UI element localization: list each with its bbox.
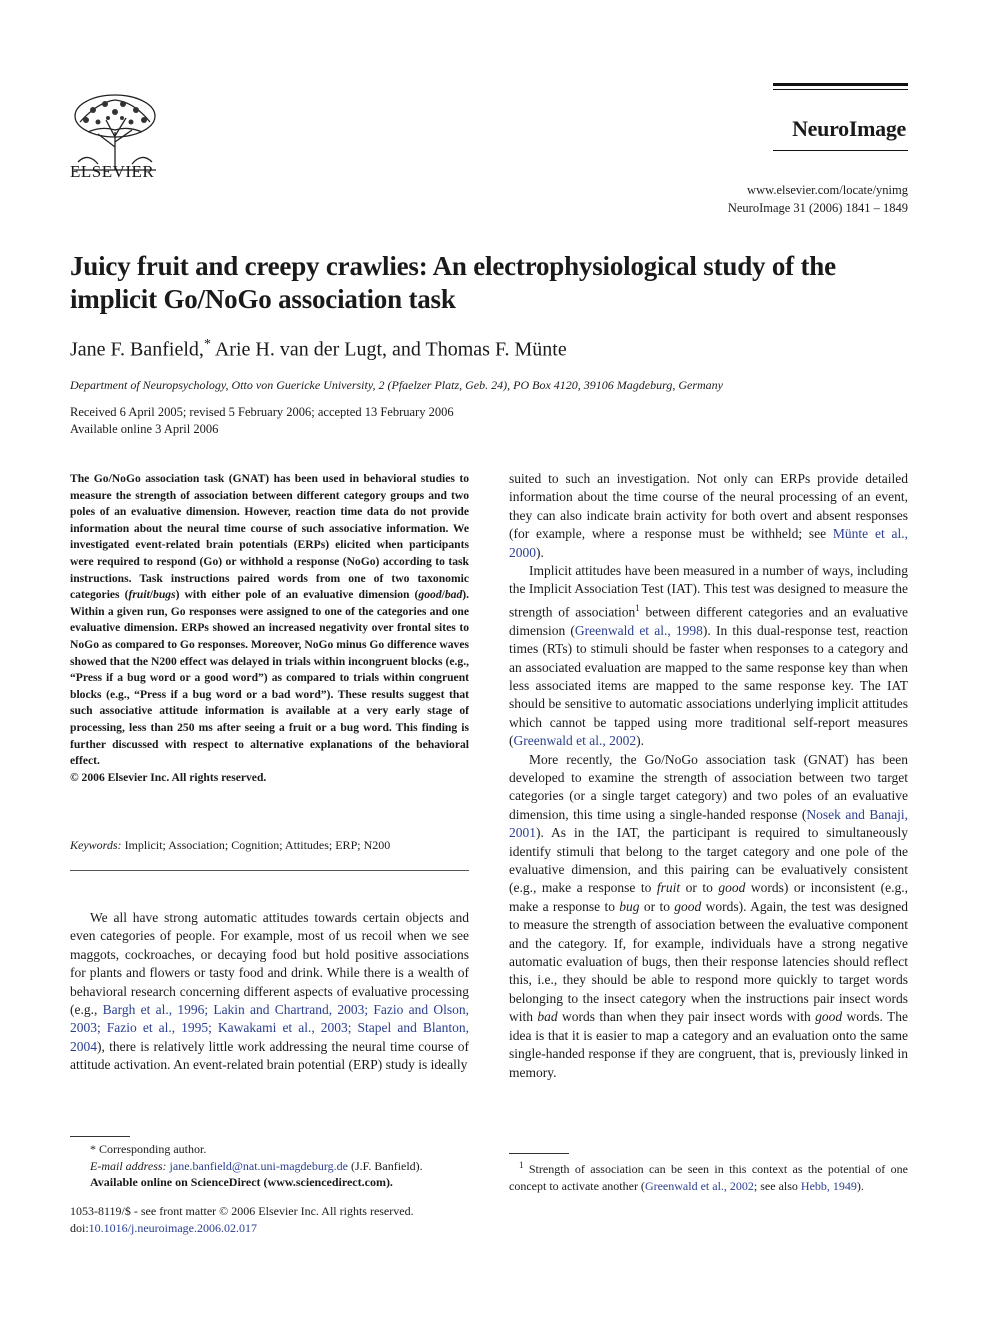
publisher-name: ELSEVIER (70, 162, 155, 181)
citation-link[interactable]: Bargh et al., 1996; Lakin and Chartrand, 2003; Fazio and Olson, 2003; Fazio et al., 1995; Kawakami et al., 2003; Stapel and Blanton, 2004 (70, 1002, 469, 1054)
paragraph: Implicit attitudes have been measured in a number of ways, including the Implicit Association Test (IAT). This test was designed to measure the strength of association$^1$ between different categories and an evaluative dimension (Greenwald et al., 1998). In this dual-response test, reaction times (RTs) to stimuli should be faster when responses to a category and an associated evaluation are mapped to the same response key than when less associated items are mapped to the same response key. The IAT should be sensitive to automatic associations underlying implicit attitudes which cannot be tapped using more traditional self-report measures (Greenwald et al., 2002). (509, 563, 908, 749)
intro-paragraph: We all have strong automatic attitudes towards certain objects and even categories of people. For example, most of us recoil when we see maggots, cockroaches, or decaying food but hold positive associations for plants and flowers or tasty food and drink. While there is a wealth of behavioral research concerning different aspects of evaluative processing (e.g., Bargh et al., 1996; Lakin and Chartrand, 2003; Fazio and Olson, 2003; Fazio et al., 1995; Kawakami et al., 2003; Stapel and Blanton, 2004), there is relatively little work addressing the neural time course of attitude activation. An event-related brain potential (ERP) study is ideally (70, 910, 469, 1073)
journal-rule-thick (773, 83, 908, 86)
citation-link[interactable]: Greenwald et al., 2002 (513, 733, 637, 749)
copyright: © 2006 Elsevier Inc. All rights reserved. (70, 770, 267, 784)
journal-rule-bottom (773, 150, 908, 151)
footnote-1: $^1$ Strength of association can be seen in this context as the potential of one concept to activate another (Greenwald et al., 2002; see also Hebb, 1949). (509, 1160, 908, 1193)
article-dates (70, 404, 454, 438)
citation-link[interactable]: Hebb, 1949 (800, 1179, 857, 1193)
corresponding-footnote: * Corresponding author. E-mail address: jane.banfield@nat.uni-magdeburg.de (J.F. Banfield). Available online on ScienceDirect (www.sciencedirect.com). (70, 1141, 470, 1191)
keywords-list: Implicit; Association; Cognition; Attitudes; ERP; N200 (124, 838, 391, 852)
paragraph: More recently, the Go/NoGo association task (GNAT) has been developed to examine the strength of association between two target categories (or a single target category) and two poles of an evaluative dimension, this time using a single-handed response (Nosek and Banaji, 2001). As in the IAT, the participant is required to simultaneously identify stimuli that belong to the target category and one pole of the evaluative dimension, and this pairing can be evaluatively consistent (e.g., make a response to fruit or to good words) or inconsistent (e.g., make a response to bug or to good words). Again, the test was designed to measure the strength of association between the evaluative component and the category. If, for example, individuals have a strong negative automatic evaluation of bugs, then their response latencies should reflect this, i.e., they should be able to respond more quickly to target words belonging to the insect category when the instructions pair insect words with bad words than when they pair insect words with good words. The idea is that it is easier to map a category and an evaluation onto the same single-handed response if they are congruent, that is, previously linked in memory. (509, 751, 909, 1080)
journal-citation: NeuroImage 31 (2006) 1841 – 1849 (727, 201, 908, 215)
keywords (70, 838, 469, 853)
affiliation: Department of Neuropsychology, Otto von Guericke University, 2 (Pfaelzer Platz, Geb. 24), PO Box 4120, 39106 Magdeburg, Germany (70, 378, 723, 392)
journal-name: NeuroImage (792, 116, 906, 141)
abstract-divider (70, 870, 469, 871)
corresponding-mark[interactable]: * (203, 337, 211, 352)
abstract (70, 471, 469, 786)
keywords-label: Keywords: (70, 838, 122, 852)
citation-link[interactable]: Greenwald et al., 2002 (644, 1179, 754, 1193)
abstract-text: The Go/NoGo association task (GNAT) has been used in behavioral studies to measure the strength of association between different category groups and two poles of an evaluative dimension. However, reaction time data do not provide information about the neural time course of such associative information. We investigated event-related brain potentials (ERPs) elicited when participants were required to respond (Go) or withhold a response (NoGo) according to task instructions. Task instructions paired words from one of two taxonomic categories (fruit/bugs) with either pole of an evaluative dimension (good/bad). Within a given run, Go responses were assigned to one of the categories and one evaluative dimension. ERPs showed an increased negativity over frontal sites to NoGo as compared to Go responses. Moreover, NoGo minus Go difference waves showed that the N200 effect was delayed in trials within incongruent blocks (e.g., “Press if a bug word or a good word”) as compared to trials within congruent blocks (e.g., “Press if a bug word or a bad word”). These results suggest that such associative attitude information is available at a very early stage of processing, less than 250 ms after seeing a fruit or a bug word. This finding is further discussed with respect to alternative explanations of the behavioral effect. (70, 472, 469, 768)
author-names: Arie H. van der Lugt, and Thomas F. Münte (210, 338, 567, 361)
sciencedirect-note: Available online on ScienceDirect (www.sciencedirect.com). (90, 1175, 393, 1189)
footnote-divider (509, 1153, 569, 1154)
footnote-ref[interactable]: 1 (635, 602, 640, 613)
title-line: implicit Go/NoGo association task (70, 284, 456, 314)
journal-rule-thin (773, 89, 908, 90)
article-title (70, 250, 930, 316)
citation-link[interactable]: Nosek and Banaji, 2001 (509, 806, 909, 841)
citation-link[interactable]: Münte et al., 2000 (509, 526, 908, 560)
citation-link[interactable]: Greenwald et al., 1998 (574, 622, 703, 638)
email-link[interactable]: jane.banfield@nat.uni-magdeburg.de (169, 1158, 348, 1173)
received-dates: Received 6 April 2005; revised 5 February 2006; accepted 13 February 2006 (70, 405, 454, 419)
front-matter: 1053-8119/$ - see front matter © 2006 Elsevier Inc. All rights reserved. doi:10.1016/j.neuroimage.2006.02.017 (70, 1204, 414, 1235)
footnote-divider (70, 1136, 130, 1137)
doi-link[interactable]: 10.1016/j.neuroimage.2006.02.017 (88, 1221, 257, 1235)
online-date: Available online 3 April 2006 (70, 422, 219, 436)
author-list (70, 337, 567, 362)
journal-url[interactable]: www.elsevier.com/locate/ynimg (747, 183, 908, 197)
right-column (509, 470, 908, 1082)
paragraph: suited to such an investigation. Not only can ERPs provide detailed information about the time course of the neural processing of an event, they can also indicate brain activity for both overt and absent responses (for example, where a response must be withheld; see Münte et al., 2000). (509, 471, 908, 560)
title-line: Juicy fruit and creepy crawlies: An electrophysiological study of the (70, 251, 836, 281)
author-name: Jane F. Banfield, (70, 338, 204, 361)
